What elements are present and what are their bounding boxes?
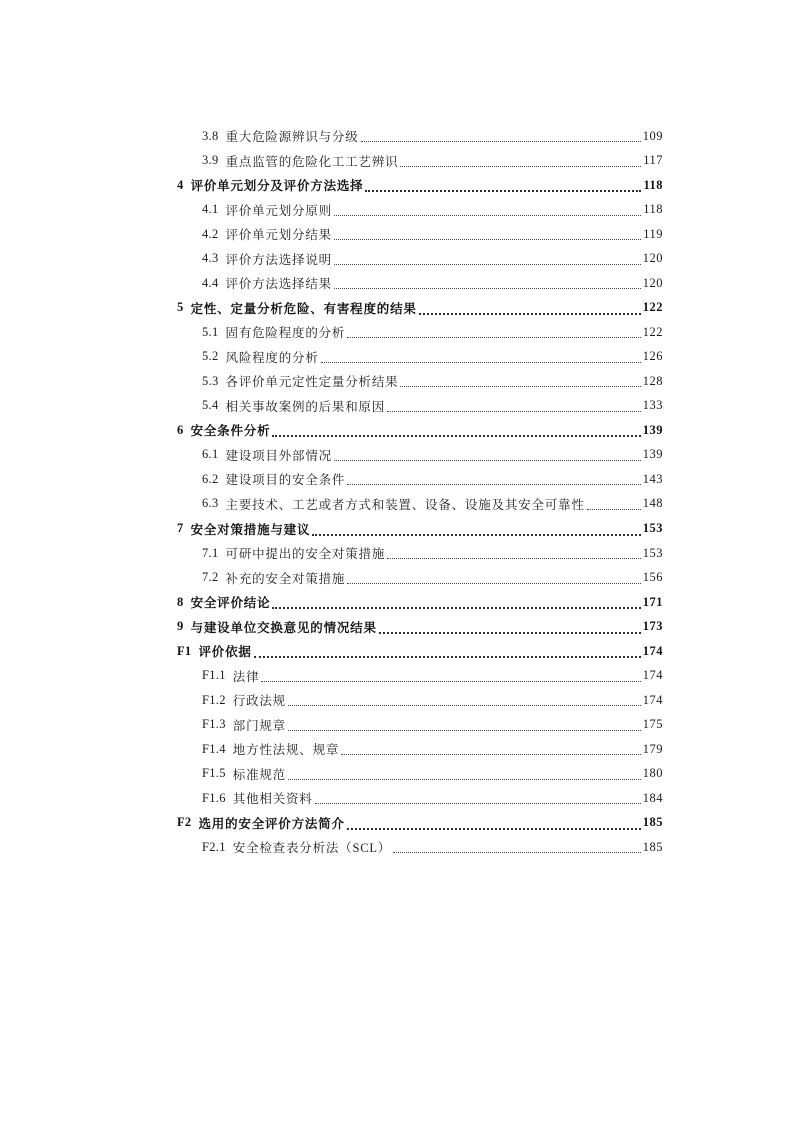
entry-page-number: 119 xyxy=(643,226,663,241)
entry-number: 6 xyxy=(177,422,184,437)
dot-leader-line xyxy=(400,375,640,387)
entry-title: 固有危险程度的分析 xyxy=(225,326,346,341)
entry-page-number: 118 xyxy=(643,202,663,217)
entry-title: 建设项目的安全条件 xyxy=(225,473,346,488)
entry-number: F1.3 xyxy=(202,717,226,732)
entry-page-number: 133 xyxy=(642,398,663,413)
entry-number: 4.3 xyxy=(202,251,219,266)
dot-leader-line xyxy=(321,351,641,363)
entry-title: 评价单元划分原则 xyxy=(225,203,332,218)
dot-leader-line xyxy=(347,473,641,485)
entry-title: 定性、定量分析危险、有害程度的结果 xyxy=(190,301,417,316)
entry-number: 4.4 xyxy=(202,275,219,290)
entry-title: 与建设单位交换意见的情况结果 xyxy=(190,620,377,635)
toc-entry xyxy=(177,394,663,419)
dot-leader-line xyxy=(361,130,641,142)
entry-title: 风险程度的分析 xyxy=(225,350,319,365)
entry-number: 5.3 xyxy=(202,373,219,388)
toc-entry xyxy=(177,149,663,174)
entry-number: 3.8 xyxy=(202,128,219,143)
entry-page-number: 184 xyxy=(642,790,663,805)
entry-number: 4.1 xyxy=(202,202,219,217)
entry-page-number: 122 xyxy=(642,300,663,315)
toc-entry xyxy=(177,198,663,223)
entry-number: 5.4 xyxy=(202,398,219,413)
entry-page-number: 175 xyxy=(642,717,663,732)
entry-title: 安全检查表分析法（SCL） xyxy=(232,841,392,856)
toc-entry xyxy=(177,443,663,468)
entry-number: 5.1 xyxy=(202,324,219,339)
toc-entry xyxy=(177,810,663,835)
entry-title: 地方性法规、规章 xyxy=(232,743,340,758)
entry-number: 4 xyxy=(177,177,184,192)
toc-entry xyxy=(177,124,663,149)
entry-page-number: 128 xyxy=(642,373,663,388)
toc-entry xyxy=(177,247,663,272)
dot-leader-line xyxy=(393,841,641,853)
entry-title: 评价方法选择说明 xyxy=(225,252,332,267)
dot-leader-line xyxy=(334,228,641,240)
toc-entry xyxy=(177,345,663,370)
dot-leader-line xyxy=(387,400,641,412)
entry-number: 7.1 xyxy=(202,545,219,560)
dot-leader-line xyxy=(341,743,641,755)
entry-title: 补充的安全对策措施 xyxy=(225,571,346,586)
entry-number: F1.2 xyxy=(202,692,226,707)
dot-leader-line xyxy=(288,719,641,731)
toc-entry xyxy=(177,786,663,811)
dot-leader-line xyxy=(334,277,641,289)
entry-title: 评价单元划分及评价方法选择 xyxy=(190,179,364,194)
entry-number: 9 xyxy=(177,619,184,634)
entry-number: F2 xyxy=(177,815,192,830)
entry-page-number: 174 xyxy=(642,668,663,683)
toc-entry xyxy=(177,467,663,492)
dot-leader-line xyxy=(400,155,641,167)
toc-entry xyxy=(177,590,663,615)
entry-title: 相关事故案例的后果和原因 xyxy=(225,399,386,414)
entry-page-number: 171 xyxy=(642,594,663,609)
dot-leader-line xyxy=(347,572,641,584)
entry-page-number: 173 xyxy=(642,619,663,634)
entry-number: 7.2 xyxy=(202,570,219,585)
toc-entry xyxy=(177,271,663,296)
dot-leader-line xyxy=(334,204,641,216)
dot-leader-line xyxy=(419,301,641,315)
dot-leader-line xyxy=(312,522,640,536)
entry-title: 重大危险源辨识与分级 xyxy=(225,130,359,145)
entry-page-number: 153 xyxy=(642,545,663,560)
toc-entry xyxy=(177,663,663,688)
entry-title: 重点监管的危险化工工艺辨识 xyxy=(225,154,399,169)
entry-page-number: 120 xyxy=(642,275,663,290)
toc-entry xyxy=(177,737,663,762)
entry-page-number: 180 xyxy=(642,766,663,781)
entry-number: 7 xyxy=(177,521,184,535)
entry-title: 选用的安全评价方法简介 xyxy=(198,816,345,831)
entry-title: 行政法规 xyxy=(232,694,286,709)
entry-title: 评价单元划分结果 xyxy=(225,228,332,243)
toc-entry xyxy=(177,541,663,566)
entry-number: F1.5 xyxy=(202,766,226,781)
toc-entry xyxy=(177,614,663,639)
toc-entry xyxy=(177,296,663,321)
dot-leader-line xyxy=(334,253,641,265)
toc-entry xyxy=(177,516,663,541)
entry-page-number: 156 xyxy=(642,570,663,585)
dot-leader-line xyxy=(334,449,641,461)
entry-number: F1.6 xyxy=(202,790,226,805)
toc-entry xyxy=(177,712,663,737)
entry-title: 其他相关资料 xyxy=(232,792,313,807)
entry-number: F2.1 xyxy=(202,839,226,854)
entry-title: 主要技术、工艺或者方式和装置、设备、设施及其安全可靠性 xyxy=(225,497,585,512)
entry-title: 可研中提出的安全对策措施 xyxy=(225,547,386,562)
toc-entry xyxy=(177,320,663,345)
entry-number: F1.1 xyxy=(202,668,226,683)
entry-page-number: 185 xyxy=(642,815,663,830)
table-of-contents xyxy=(177,124,663,859)
toc-entry xyxy=(177,222,663,247)
entry-title: 安全对策措施与建议 xyxy=(190,522,311,537)
toc-entry xyxy=(177,418,663,443)
entry-page-number: 139 xyxy=(642,447,663,462)
entry-number: 3.9 xyxy=(202,153,219,168)
entry-title: 评价依据 xyxy=(198,645,252,660)
dot-leader-line xyxy=(587,498,641,510)
dot-leader-line xyxy=(261,670,640,682)
dot-leader-line xyxy=(387,547,641,559)
entry-page-number: 153 xyxy=(642,521,663,535)
entry-page-number: 109 xyxy=(642,128,663,143)
entry-page-number: 122 xyxy=(642,324,663,339)
entry-title: 各评价单元定性定量分析结果 xyxy=(225,375,399,390)
entry-number: F1 xyxy=(177,643,192,658)
toc-entry xyxy=(177,761,663,786)
entry-title: 安全评价结论 xyxy=(190,596,271,611)
entry-page-number: 174 xyxy=(642,643,663,658)
entry-page-number: 126 xyxy=(642,349,663,364)
entry-title: 法律 xyxy=(232,669,260,684)
entry-page-number: 143 xyxy=(642,471,663,486)
dot-leader-line xyxy=(288,768,641,780)
toc-entry xyxy=(177,369,663,394)
entry-title: 标准规范 xyxy=(232,767,286,782)
dot-leader-line xyxy=(365,178,641,192)
entry-page-number: 118 xyxy=(643,177,663,192)
toc-entry xyxy=(177,835,663,860)
dot-leader-line xyxy=(379,620,641,634)
toc-entry xyxy=(177,639,663,664)
entry-title: 评价方法选择结果 xyxy=(225,277,332,292)
entry-page-number: 174 xyxy=(642,692,663,707)
entry-page-number: 148 xyxy=(642,496,663,511)
entry-title: 建设项目外部情况 xyxy=(225,448,332,463)
entry-number: 5.2 xyxy=(202,349,219,364)
entry-number: F1.4 xyxy=(202,741,226,756)
entry-title: 安全条件分析 xyxy=(190,424,271,439)
dot-leader-line xyxy=(288,694,641,706)
toc-entry xyxy=(177,565,663,590)
entry-page-number: 179 xyxy=(642,741,663,756)
entry-page-number: 117 xyxy=(643,153,663,168)
dot-leader-line xyxy=(254,644,641,658)
dot-leader-line xyxy=(347,816,641,830)
dot-leader-line xyxy=(272,423,640,437)
dot-leader-line xyxy=(347,326,641,338)
dot-leader-line xyxy=(272,595,640,609)
dot-leader-line xyxy=(315,792,641,804)
entry-number: 6.3 xyxy=(202,496,219,511)
entry-number: 6.1 xyxy=(202,447,219,462)
entry-title: 部门规章 xyxy=(232,718,286,733)
toc-entry xyxy=(177,688,663,713)
toc-entry xyxy=(177,492,663,517)
entry-number: 8 xyxy=(177,594,184,609)
entry-page-number: 120 xyxy=(642,251,663,266)
entry-number: 6.2 xyxy=(202,471,219,486)
toc-entry xyxy=(177,173,663,198)
entry-page-number: 139 xyxy=(642,422,663,437)
entry-number: 4.2 xyxy=(202,226,219,241)
entry-number: 5 xyxy=(177,300,184,315)
entry-page-number: 185 xyxy=(642,839,663,854)
